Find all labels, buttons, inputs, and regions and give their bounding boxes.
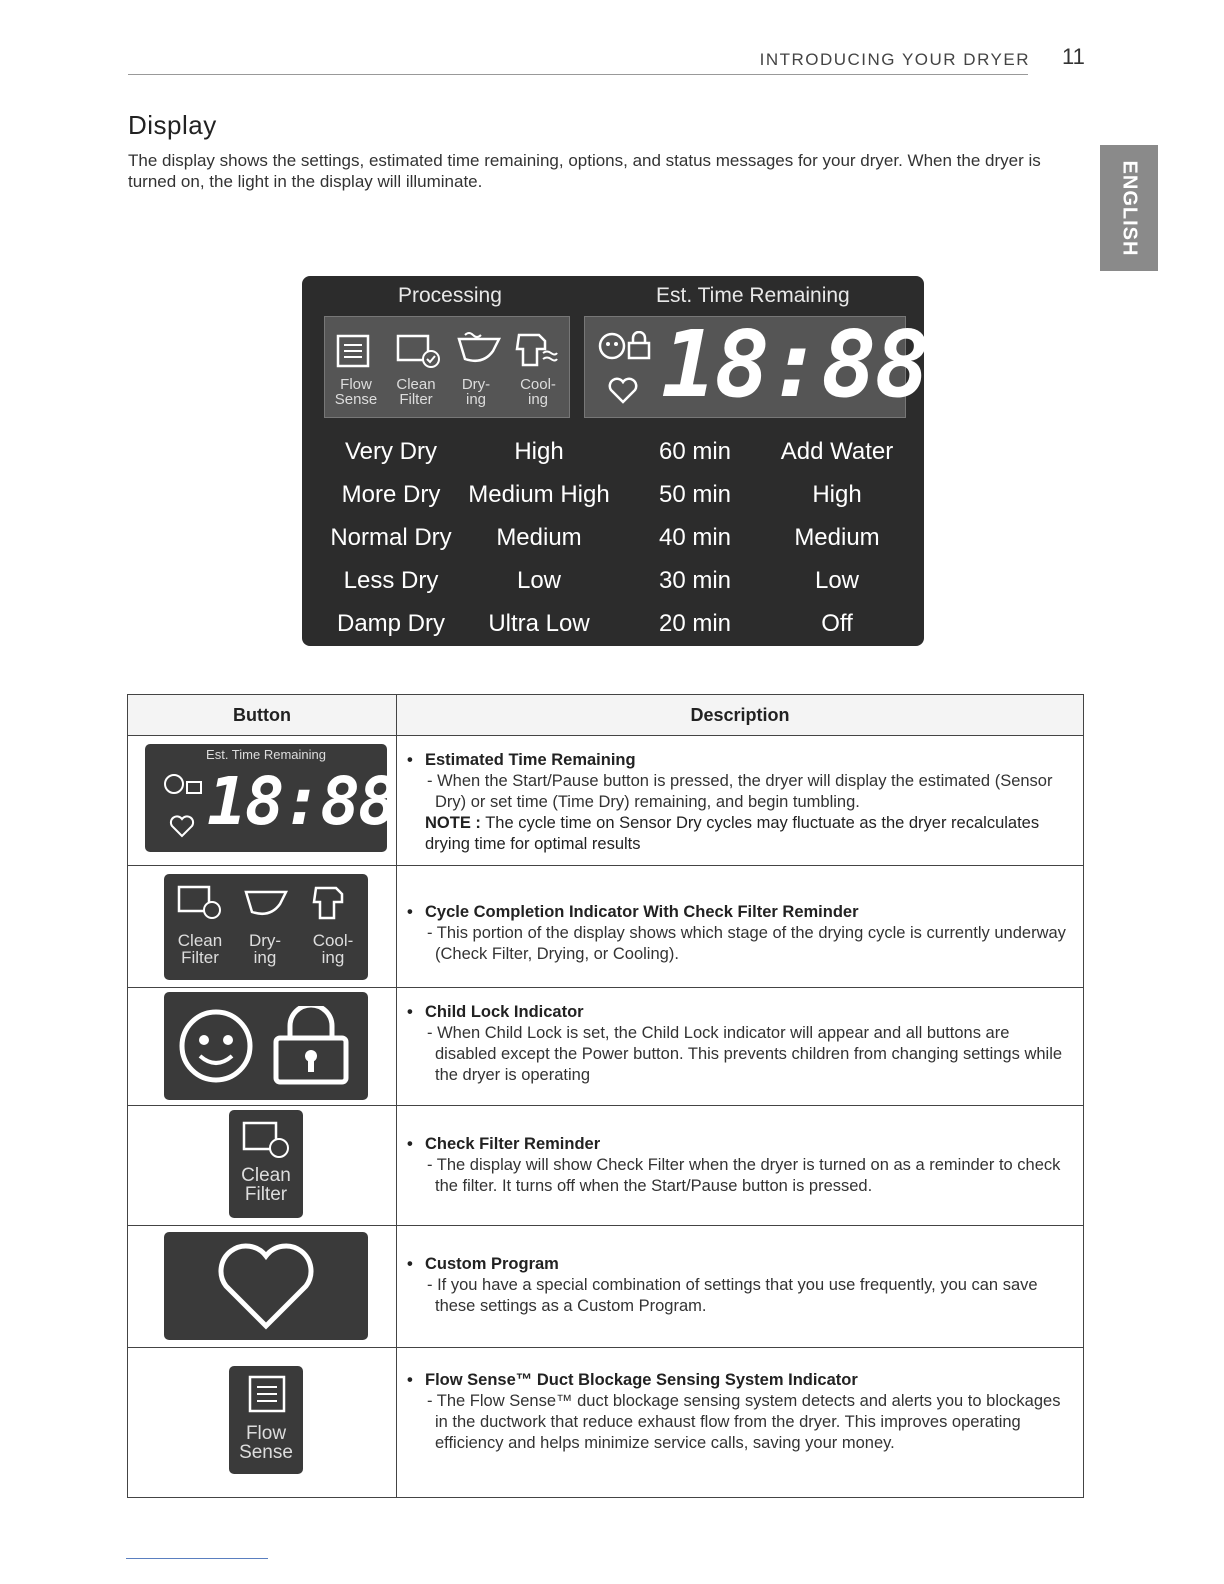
intro-paragraph: The display shows the settings, estimated time remaining, options, and status messages for your dryer. When the dryer is turned on, the light in the display will illuminate. — [128, 151, 1041, 191]
desc-body: - When Child Lock is set, the Child Lock indicator will appear and all buttons are disabled except the Power button. This prevents children from changing settings while the dryer is operating — [427, 1024, 1063, 1084]
language-tab-label: ENGLISH — [1118, 160, 1141, 256]
icon-cell — [128, 988, 397, 1106]
steam-level-2: Medium — [794, 524, 880, 551]
desc-title: • Check Filter Reminder — [425, 1134, 1067, 1155]
section-title: INTRODUCING YOUR DRYER — [759, 50, 1030, 69]
description-cell — [397, 736, 1084, 866]
time-digits: 18:88 — [661, 311, 928, 418]
time-level-1: 50 min — [658, 481, 732, 508]
temp-level-3: Low — [516, 567, 562, 594]
clean-filter-icon — [241, 1120, 293, 1160]
dry-level-3: Less Dry — [343, 567, 439, 594]
heart-icon — [216, 1238, 316, 1334]
cooling-icon — [513, 329, 559, 371]
dry-level-4: Damp Dry — [336, 610, 445, 637]
processing-label: Processing — [398, 284, 502, 307]
table-row — [128, 1348, 1084, 1498]
description-cell — [397, 1226, 1084, 1348]
heart-icon — [607, 375, 639, 405]
child-lock-icon — [163, 772, 203, 796]
desc-title: • Cycle Completion Indicator With Check Filter Reminder — [425, 902, 1067, 923]
button-table — [127, 694, 1084, 1498]
stage-label-clean-filter: Clean Filter — [396, 376, 436, 408]
temp-level-4: Ultra Low — [488, 610, 590, 637]
footer-rule — [126, 1558, 268, 1559]
icon-cell — [128, 866, 397, 988]
col-button-header: Button — [128, 695, 397, 736]
desc-title: • Child Lock Indicator — [425, 1002, 1067, 1023]
icon-cell — [128, 1106, 397, 1226]
desc-body: - The display will show Check Filter when the dryer is turned on as a reminder to check the filter. It turns off when the Start/Pause button is pressed. — [427, 1156, 1061, 1195]
table-row — [128, 1106, 1084, 1226]
time-level-4: 20 min — [658, 610, 732, 637]
table-row — [128, 866, 1084, 988]
dry-level-0: Very Dry — [344, 438, 437, 465]
stage-label-cooling: Cool-ing — [312, 931, 354, 967]
description-cell — [397, 1106, 1084, 1226]
stage-label-cooling: Cool-ing — [520, 376, 556, 408]
temp-level-0: High — [514, 438, 564, 465]
time-display — [584, 311, 928, 418]
stage-label-drying: Dry-ing — [461, 376, 491, 408]
check-filter-thumb — [229, 1110, 303, 1218]
description-cell — [397, 1348, 1084, 1498]
page-header — [128, 44, 1028, 75]
thumb-digits: 18:88 — [207, 763, 396, 840]
note-label: NOTE : — [425, 814, 481, 832]
heart-icon — [169, 814, 195, 838]
stage-label-clean-filter: Clean Filter — [241, 1165, 291, 1205]
icon-cell — [128, 1348, 397, 1498]
flow-sense-icon — [335, 333, 371, 369]
temp-level-2: Medium — [496, 524, 582, 551]
page-title: Display — [128, 110, 217, 140]
clean-filter-icon — [176, 884, 224, 922]
table-row — [128, 736, 1084, 866]
time-display-thumb — [145, 744, 396, 852]
desc-title: • Custom Program — [425, 1254, 1067, 1275]
drying-icon — [453, 329, 505, 369]
desc-body: - The Flow Sense™ duct blockage sensing system detects and alerts you to blockages in the ductwork that reduce exhaust flow from the dryer. This improves operating efficiency and helps minimize service calls, saving your money. — [427, 1392, 1061, 1452]
col-description-header: Description — [397, 695, 1084, 736]
drying-icon — [240, 882, 292, 922]
custom-program-thumb — [164, 1232, 368, 1340]
desc-note — [425, 813, 1067, 855]
steam-level-1: High — [812, 481, 862, 508]
icon-cell — [128, 1226, 397, 1348]
temp-level-1: Medium High — [468, 481, 610, 508]
icon-cell — [128, 736, 397, 866]
table-row — [128, 1226, 1084, 1348]
thumb-time-label: Est. Time Remaining — [206, 747, 326, 762]
clean-filter-icon — [395, 333, 441, 369]
time-level-3: 30 min — [658, 567, 732, 594]
time-level-2: 40 min — [658, 524, 732, 551]
steam-level-0: Add Water — [780, 438, 894, 465]
cycle-indicator-thumb — [164, 874, 368, 980]
child-lock-icon — [597, 331, 653, 361]
steam-level-3: Low — [814, 567, 860, 594]
table-header-row — [128, 695, 1084, 736]
stage-label-drying: Dry-ing — [248, 931, 282, 967]
time-level-0: 60 min — [658, 438, 732, 465]
note-text: The cycle time on Sensor Dry cycles may fluctuate as the dryer recalculates drying time for optimal results — [425, 814, 1040, 853]
table-row — [128, 988, 1084, 1106]
desc-title: • Estimated Time Remaining — [425, 750, 1067, 771]
steam-level-4: Off — [821, 610, 853, 637]
desc-title: • Flow Sense™ Duct Blockage Sensing System Indicator — [425, 1370, 1067, 1391]
desc-body: - This portion of the display shows which stage of the drying cycle is currently underway (Check Filter, Drying, or Cooling). — [427, 924, 1066, 963]
description-cell — [397, 866, 1084, 988]
flow-sense-icon — [247, 1374, 287, 1414]
stage-label-clean-filter: Clean Filter — [177, 931, 223, 967]
flow-sense-thumb — [229, 1366, 303, 1474]
desc-body: - When the Start/Pause button is pressed, the dryer will display the estimated (Sensor Dry) or set time (Time Dry) remaining, and begin tumbling. — [427, 772, 1053, 811]
time-label: Est. Time Remaining — [656, 284, 850, 307]
cooling-icon — [310, 882, 356, 924]
display-panel — [302, 276, 928, 646]
child-lock-icon — [176, 1006, 360, 1086]
dry-level-1: More Dry — [341, 481, 441, 508]
desc-body: - If you have a special combination of settings that you use frequently, you can save these settings as a Custom Program. — [427, 1276, 1038, 1315]
description-cell — [397, 988, 1084, 1106]
processing-indicators — [324, 316, 570, 418]
stage-label-flow-sense: Flow Sense — [239, 1423, 293, 1463]
child-lock-thumb — [164, 992, 368, 1100]
page-number: 11 — [1062, 44, 1085, 69]
stage-label-flow-sense: Flow Sense — [334, 376, 378, 408]
dry-level-2: Normal Dry — [330, 524, 452, 551]
language-tab — [1100, 145, 1158, 271]
